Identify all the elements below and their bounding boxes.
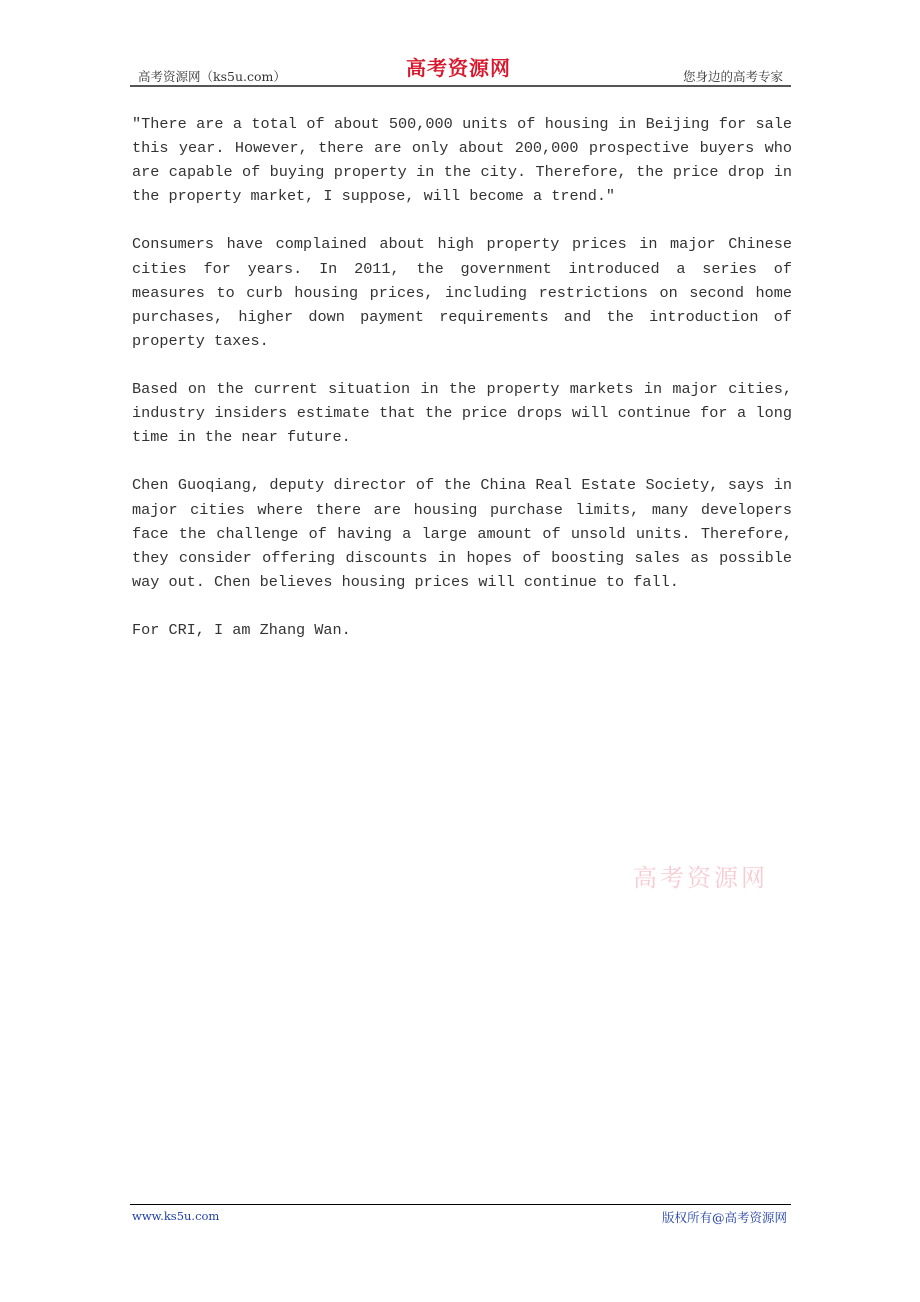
paragraph-signoff: For CRI, I am Zhang Wan. [132, 620, 351, 639]
paragraph-chen: Chen Guoqiang, deputy director of the China Real Estate Society, says in major cities where there are housing purchase limits, many developers face the challenge of having a large amount of unsold units. Therefore, they consider offering discounts in hopes of boosting sales as possible way out. Chen believes housing prices will continue to fall. [132, 476, 792, 591]
header-logo: 高考资源网 [406, 56, 511, 80]
paragraph-insiders: Based on the current situation in the property markets in major cities, industry insiders estimate that the price drops will continue for a long time in the near future. [132, 380, 792, 447]
header-slogan: 您身边的高考专家 [682, 69, 783, 84]
footer-copyright: 版权所有@高考资源网 [661, 1210, 787, 1225]
header-divider [130, 85, 791, 87]
page-header [130, 52, 791, 86]
footer-website-link[interactable]: www.ks5u.com [132, 1209, 220, 1223]
header-site-name: 高考资源网（ks5u.com） [138, 69, 286, 84]
paragraph-consumers: Consumers have complained about high property prices in major Chinese cities for years. In 2011, the government introduced a series of measures to curb housing prices, including restrictions on second home purchases, higher down payment requirements and the introduction of property taxes. [132, 235, 792, 350]
article-body [132, 112, 792, 666]
paragraph-quote: "There are a total of about 500,000 units of housing in Beijing for sale this year. However, there are only about 200,000 prospective buyers who are capable of buying property in the city. Therefore, the price drop in the property market, I suppose, will become a trend." [132, 115, 792, 206]
footer-divider [130, 1204, 791, 1205]
watermark: 高考资源网 [633, 864, 768, 892]
